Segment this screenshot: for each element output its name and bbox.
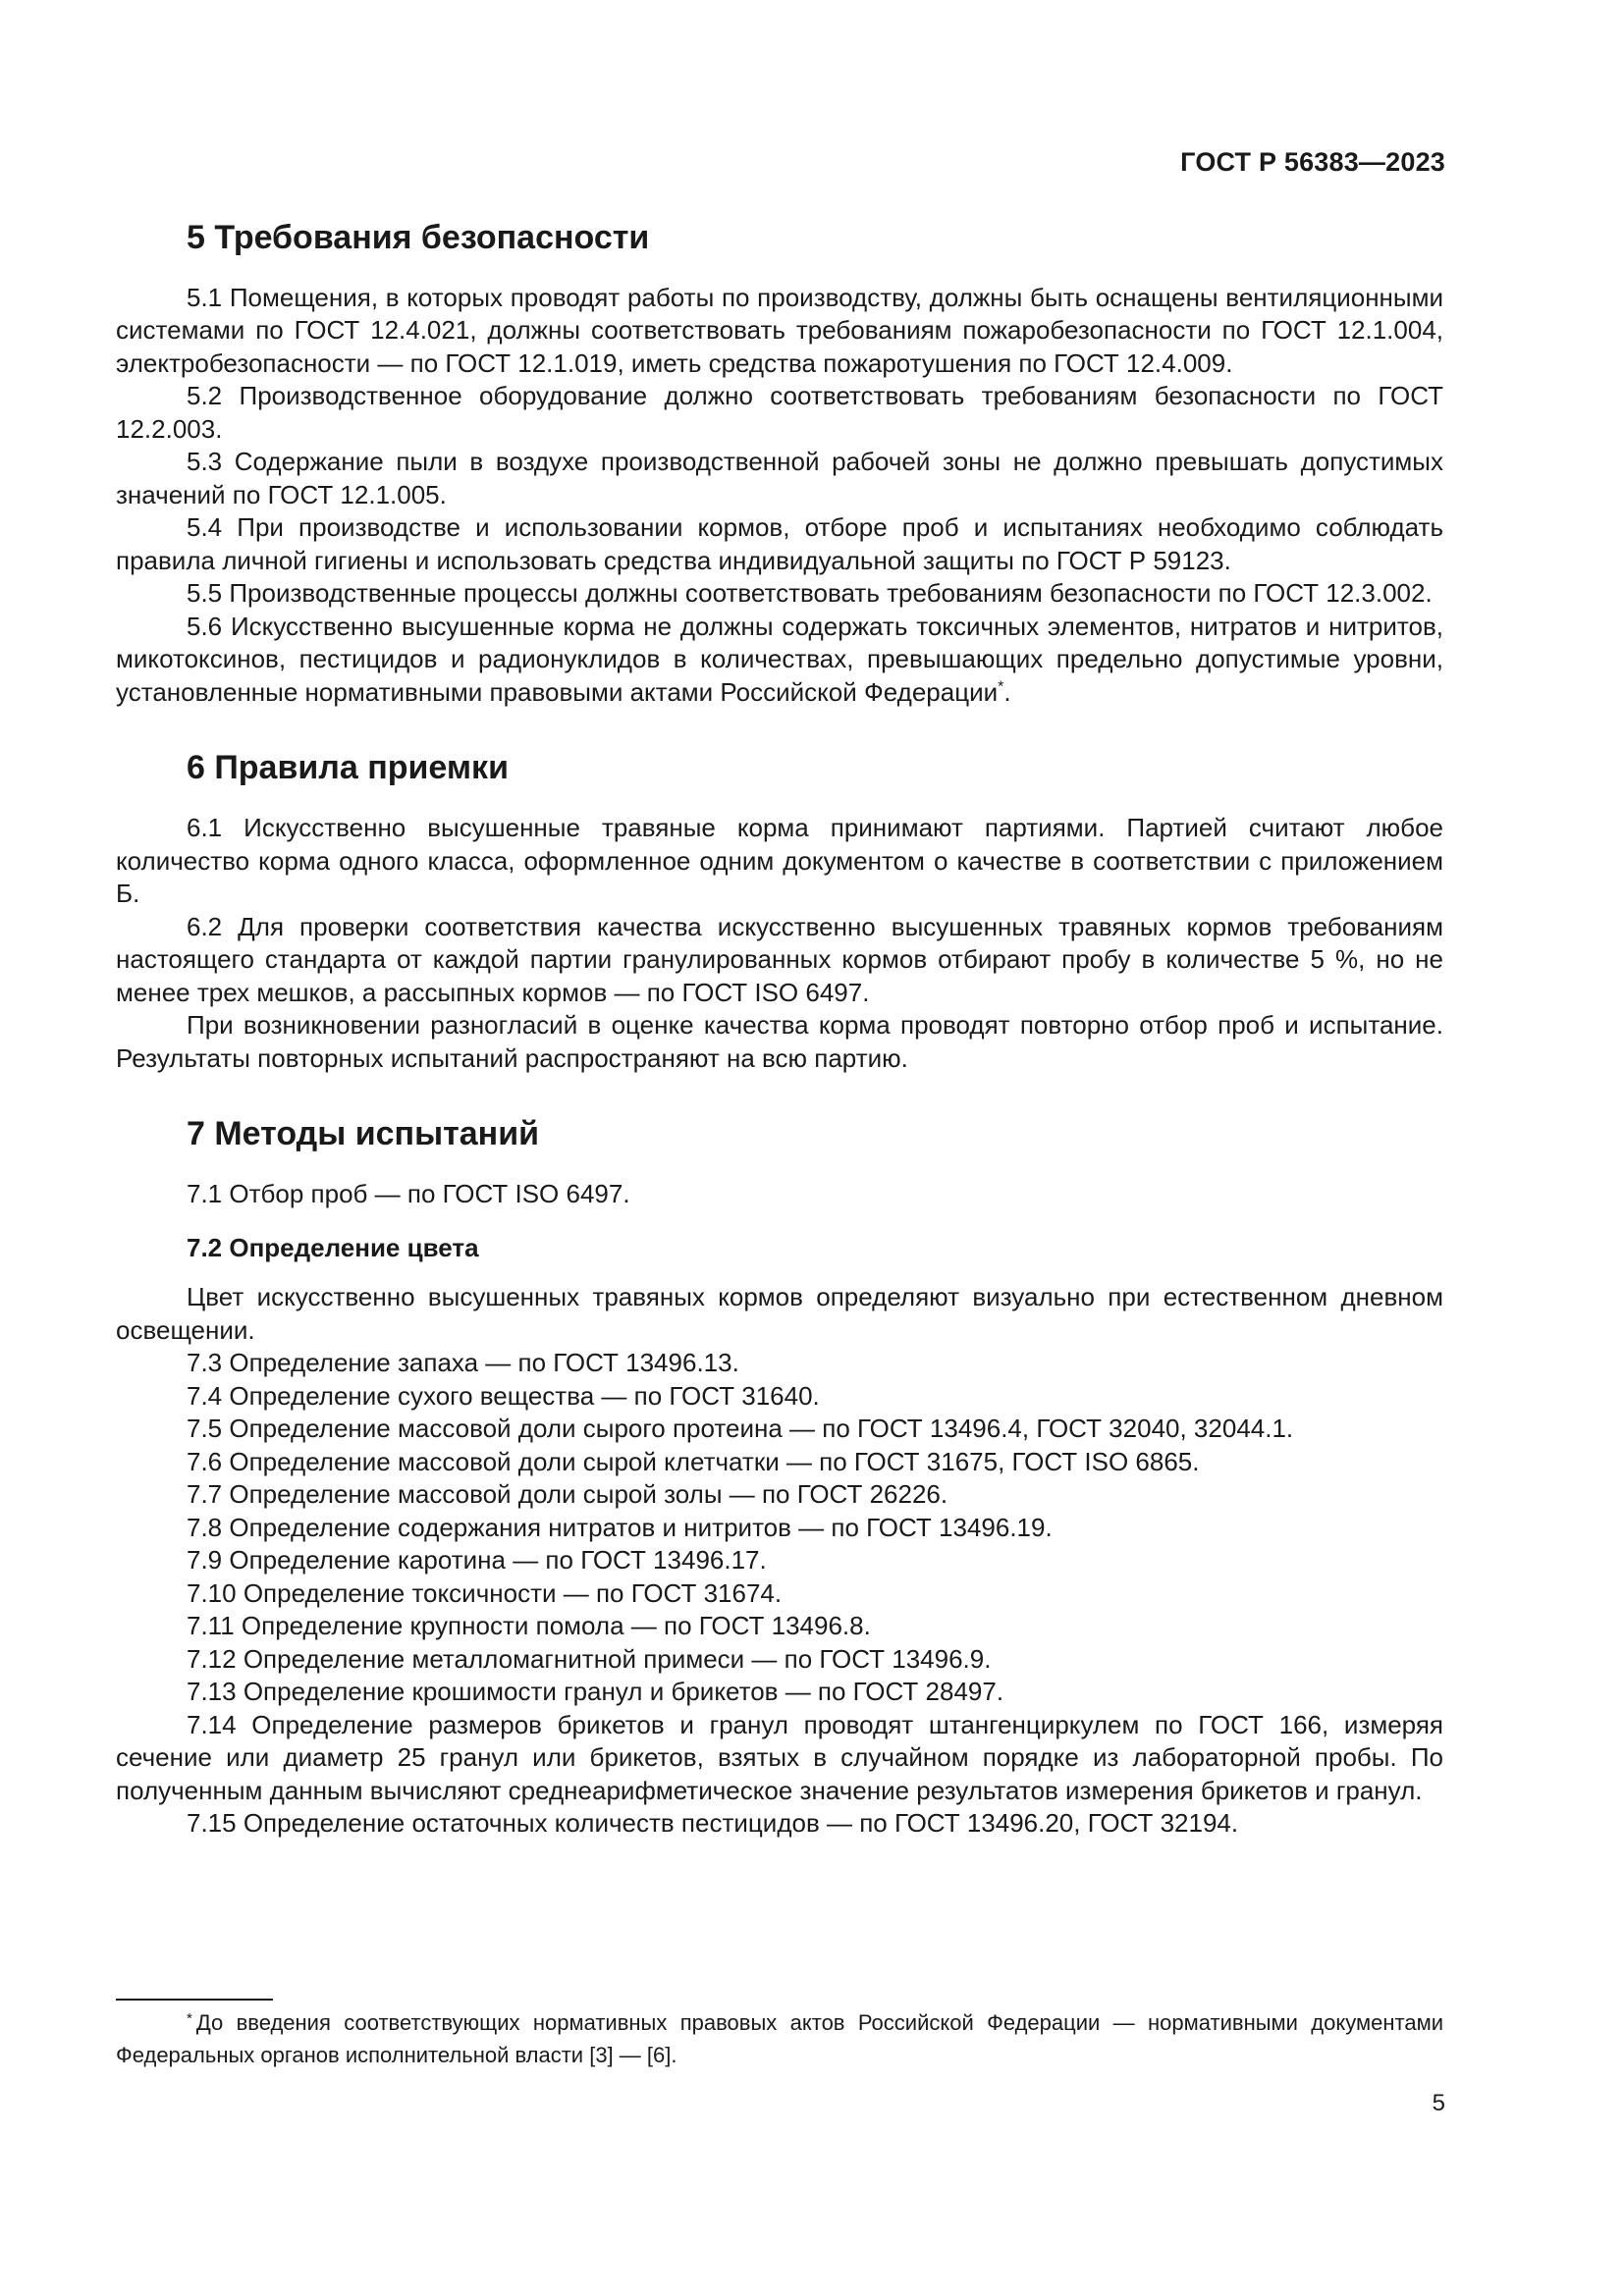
footnote-reference-mark: * [998, 678, 1004, 696]
section-6-title: 6 Правила приемки [187, 749, 509, 787]
paragraph-5-5: 5.5 Производственные процессы должны соответствовать требованиям безопасности по ГОСТ 12.3.002. [187, 578, 1433, 609]
paragraph-7-6: 7.6 Определение массовой доли сырой клетчатки — по ГОСТ 31675, ГОСТ ISO 6865. [187, 1446, 1200, 1476]
section-5-title: 5 Требования безопасности [187, 219, 650, 256]
paragraph-5-6 [116, 611, 1443, 710]
paragraph-7-4: 7.4 Определение сухого вещества — по ГОСТ 31640. [187, 1380, 820, 1411]
paragraph-6-2: 6.2 Для проверки соответствия качества искусственно высушенных травяных кормов требованиям настоящего стандарта от каждой партии гранулированных кормов отбирают пробу в количестве 5 %, но не менее трех мешков, а рассыпных кормов — по ГОСТ ISO 6497. [116, 911, 1443, 1007]
paragraph-5-2: 5.2 Производственное оборудование должно соответствовать требованиям безопасности по ГОСТ 12.2.003. [116, 381, 1443, 444]
paragraph-7-14: 7.14 Определение размеров брикетов и гранул проводят штангенциркулем по ГОСТ 166, измеряя сечение или диаметр 25 гранул или брикетов, взятых в случайном порядке из лабораторной пробы. По полученным данным вычисляют среднеарифметическое значение результатов измерения брикетов и гранул. [116, 1709, 1443, 1805]
footnote-mark: * [187, 2010, 192, 2027]
paragraph-7-12: 7.12 Определение металломагнитной примеси — по ГОСТ 13496.9. [187, 1643, 992, 1674]
paragraph-6-1: 6.1 Искусственно высушенные травяные корма принимают партиями. Партией считают любое количество корма одного класса, оформленное одним документом о качестве в соответствии с приложением Б. [116, 813, 1443, 909]
paragraph-7-5: 7.5 Определение массовой доли сырого протеина — по ГОСТ 13496.4, ГОСТ 32040, 32044.1. [187, 1414, 1294, 1444]
paragraph-7-13: 7.13 Определение крошимости гранул и брикетов — по ГОСТ 28497. [187, 1677, 1004, 1707]
footnote-separator [116, 1999, 273, 2001]
paragraph-6-3: При возникновении разногласий в оценке качества корма проводят повторно отбор проб и испытание. Результаты повторных испытаний распространяют на всю партию. [116, 1010, 1443, 1073]
paragraph-7-2: Цвет искусственно высушенных травяных кормов определяют визуально при естественном дневном освещении. [116, 1282, 1443, 1345]
paragraph-7-3: 7.3 Определение запаха — по ГОСТ 13496.13. [187, 1348, 739, 1378]
paragraph-7-7: 7.7 Определение массовой доли сырой золы — по ГОСТ 26226. [187, 1479, 948, 1510]
paragraph-7-1: 7.1 Отбор проб — по ГОСТ ISO 6497. [187, 1178, 630, 1208]
paragraph-7-10: 7.10 Определение токсичности — по ГОСТ 31674. [187, 1577, 783, 1608]
page-body [116, 218, 1443, 1841]
paragraph-5-6-text: 5.6 Искусственно высушенные корма не должны содержать токсичных элементов, нитратов и нитритов, микотоксинов, пестицидов и радионуклидов в количествах, превышающих предельно допустимые уровни, установленные нормативными правовыми актами Российской Федерации [116, 611, 1443, 707]
paragraph-7-11: 7.11 Определение крупности помола — по ГОСТ 13496.8. [187, 1611, 871, 1641]
footnote [116, 2008, 1443, 2070]
subsection-7-2-title: 7.2 Определение цвета [187, 1233, 479, 1263]
paragraph-5-3: 5.3 Содержание пыли в воздухе производственной рабочей зоны не должно превышать допустимых значений по ГОСТ 12.1.005. [116, 447, 1443, 509]
paragraph-5-6-end: . [1003, 676, 1011, 707]
paragraph-5-4: 5.4 При производстве и использовании кормов, отборе проб и испытаниях необходимо соблюдать правила личной гигиены и использовать средства индивидуальной защиты по ГОСТ Р 59123. [116, 512, 1443, 575]
paragraph-7-15: 7.15 Определение остаточных количеств пестицидов — по ГОСТ 13496.20, ГОСТ 32194. [187, 1808, 1239, 1839]
footnote-text: До введения соответствующих нормативных правовых актов Российской Федерации — нормативными документами Федеральных органов исполнительной власти [3] — [6]. [116, 2010, 1443, 2067]
paragraph-7-8: 7.8 Определение содержания нитратов и нитритов — по ГОСТ 13496.19. [187, 1512, 1053, 1542]
document-code-header: ГОСТ Р 56383—2023 [1180, 147, 1445, 177]
page-number: 5 [1432, 2090, 1445, 2116]
paragraph-7-9: 7.9 Определение каротина — по ГОСТ 13496.17. [187, 1545, 767, 1575]
paragraph-5-1: 5.1 Помещения, в которых проводят работы по производству, должны быть оснащены вентиляционными системами по ГОСТ 12.4.021, должны соответствовать требованиям пожаробезопасности по ГОСТ 12.1.004, электробезопасности — по ГОСТ 12.1.019, иметь средства пожаротушения по ГОСТ 12.4.009. [116, 282, 1443, 378]
section-7-title: 7 Методы испытаний [187, 1115, 540, 1153]
